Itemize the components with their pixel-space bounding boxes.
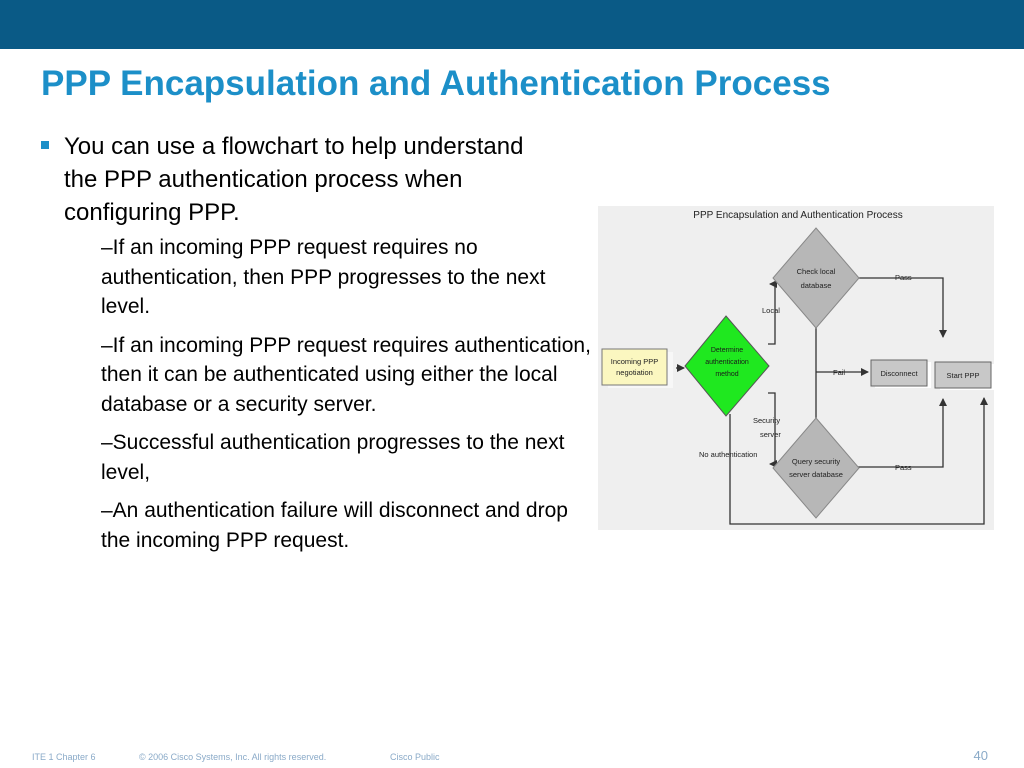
- node-label: database: [800, 281, 832, 290]
- edge-label-security: server: [760, 430, 781, 439]
- edge-label-pass: Pass: [895, 273, 912, 282]
- node-label: authentication: [705, 359, 749, 366]
- node-incoming-ppp: [602, 349, 673, 388]
- sub-bullet-list: [101, 233, 600, 555]
- main-bullet-text: You can use a flowchart to help understand the PPP authentication process when configuring PPP.: [64, 133, 524, 226]
- node-label: Incoming PPP: [610, 357, 659, 366]
- sub-bullet-item: –If an incoming PPP request requires authentication, then it can be authenticated using either the local database or a security server.: [101, 333, 591, 416]
- main-bullet: [40, 130, 544, 229]
- header-bar: [0, 0, 1024, 49]
- slide-body: [40, 130, 600, 564]
- edge-label-pass: Pass: [895, 463, 912, 472]
- node-box: [602, 349, 667, 385]
- footer-copyright: © 2006 Cisco Systems, Inc. All rights reserved.: [139, 752, 327, 762]
- node-label: Determine: [710, 347, 744, 354]
- node-label: Query security: [791, 457, 841, 466]
- footer-classification: Cisco Public: [390, 752, 440, 762]
- node-label: Check local: [796, 267, 836, 276]
- node-label: Disconnect: [880, 369, 918, 378]
- footer-course: ITE 1 Chapter 6: [32, 752, 96, 762]
- node-start-ppp: [935, 362, 994, 390]
- node-disconnect: [871, 360, 931, 388]
- sub-bullet-item: –An authentication failure will disconnect and drop the incoming PPP request.: [101, 499, 568, 552]
- flowchart-figure: [598, 206, 994, 530]
- sub-bullet-item: –Successful authentication progresses to the next level,: [101, 431, 565, 484]
- slide-title: PPP Encapsulation and Authentication Process: [41, 64, 831, 103]
- square-bullet-icon: [41, 141, 49, 149]
- diagram-title: PPP Encapsulation and Authentication Process: [693, 210, 903, 221]
- edge-label-fail: Fail: [833, 368, 846, 377]
- node-label: server database: [789, 470, 843, 479]
- edge-label-no-authentication: No authentication: [699, 450, 758, 459]
- node-label: negotiation: [616, 368, 653, 377]
- sub-bullet-item: –If an incoming PPP request requires no authentication, then PPP progresses to the next level.: [101, 236, 546, 318]
- edge-label-local: Local: [762, 306, 780, 315]
- edge-label-security: Security: [753, 416, 781, 425]
- node-label: Start PPP: [946, 371, 980, 380]
- flowchart-svg: [598, 206, 994, 530]
- node-label: method: [715, 371, 739, 378]
- page-number: 40: [973, 748, 988, 763]
